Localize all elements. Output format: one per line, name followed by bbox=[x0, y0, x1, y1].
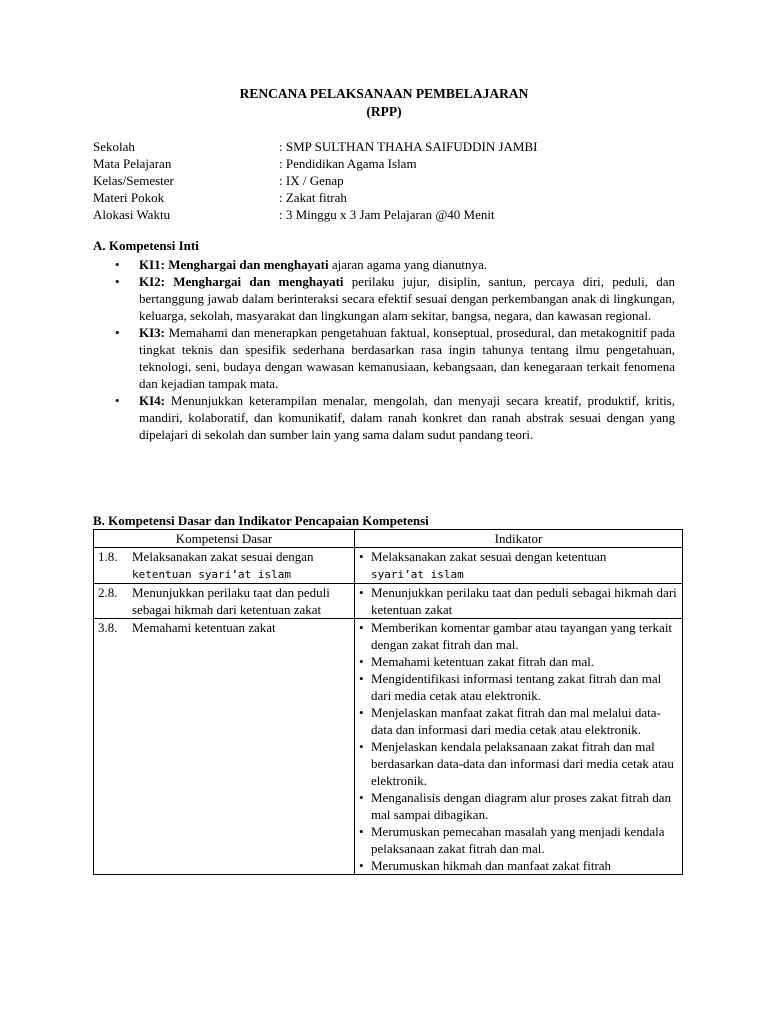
list-item bbox=[115, 392, 675, 443]
kd-entry bbox=[98, 548, 350, 583]
bullet-icon: • bbox=[359, 858, 364, 873]
kd-text: Menunjukkan perilaku taat dan peduli sebagai hikmah dari ketentuan zakat bbox=[132, 585, 330, 617]
indicator-text: Mengidentifikasi informasi tentang zakat fitrah dan mal dari media cetak atau elektronik. bbox=[371, 671, 662, 703]
info-label: Sekolah bbox=[93, 139, 135, 154]
ki-label: KI1: Menghargai dan menghayati bbox=[139, 257, 329, 272]
table-row bbox=[94, 619, 683, 875]
indicator-text-mono: syari’at islam bbox=[371, 568, 464, 581]
info-value: : IX / Genap bbox=[279, 173, 344, 188]
bullet-icon: • bbox=[359, 654, 364, 669]
document-title: RENCANA PELAKSANAAN PEMBELAJARAN bbox=[239, 86, 529, 101]
kd-entry bbox=[98, 619, 350, 636]
info-label: Kelas/Semester bbox=[93, 173, 174, 188]
ki-text: ajaran agama yang dianutnya. bbox=[328, 257, 488, 272]
indicator-text: Memahami ketentuan zakat fitrah dan mal. bbox=[371, 654, 595, 669]
table-cell bbox=[94, 548, 355, 584]
info-value: : 3 Minggu x 3 Jam Pelajaran @40 Menit bbox=[279, 207, 495, 222]
list-item bbox=[115, 324, 675, 392]
section-b-heading: B. Kompetensi Dasar dan Indikator Pencapaian Kompetensi bbox=[93, 513, 429, 528]
indicator-item bbox=[359, 670, 678, 704]
indicator-item bbox=[359, 584, 678, 618]
indicator-item bbox=[359, 619, 678, 653]
bullet-icon: • bbox=[115, 325, 120, 340]
bullet-icon: • bbox=[115, 393, 120, 408]
info-label: Materi Pokok bbox=[93, 190, 165, 205]
ki-label: KI3: bbox=[139, 325, 165, 340]
bullet-icon: • bbox=[359, 739, 364, 754]
core-competency-list bbox=[115, 256, 675, 443]
bullet-icon: • bbox=[359, 824, 364, 839]
ki-label: KI4: bbox=[139, 393, 165, 408]
indicator-item bbox=[359, 738, 678, 789]
indicator-text: Menganalisis dengan diagram alur proses zakat fitrah dan mal sampai dibagikan. bbox=[371, 790, 671, 822]
bullet-icon: • bbox=[359, 705, 364, 720]
info-label: Mata Pelajaran bbox=[93, 156, 172, 171]
list-item bbox=[115, 273, 675, 324]
column-header: Indikator bbox=[355, 530, 683, 548]
indicator-item bbox=[359, 823, 678, 857]
bullet-icon: • bbox=[359, 790, 364, 805]
kd-text-mono: ketentuan syari’at islam bbox=[132, 568, 291, 581]
indicator-item bbox=[359, 653, 678, 670]
bullet-icon: • bbox=[359, 671, 364, 686]
ki-text: perilaku jujur, disiplin, santun, percaya diri, peduli, dan bertanggung jawab dalam berinteraksi secara efektif sesuai dengan perkembangan anak di lingkungan, keluarga, sekolah, masyarakat dan lingkungan alam sekitar, bangsa, negara, dan kawasan regional. bbox=[139, 274, 675, 323]
kd-number: 2.8. bbox=[98, 585, 118, 600]
indicator-text: Merumuskan hikmah dan manfaat zakat fitrah bbox=[371, 858, 612, 873]
table-cell bbox=[94, 584, 355, 619]
table-row bbox=[94, 548, 683, 584]
ki-text: Menunjukkan keterampilan menalar, mengolah, dan menyaji secara kreatif, produktif, kritis, mandiri, kolaboratif, dan komunikatif, dalam ranah konkret dan ranah abstrak sesuai dengan yang dipelajari di sekolah dan sumber lain yang sama dalam sudut pandang teori. bbox=[139, 393, 675, 442]
table-cell bbox=[355, 619, 683, 875]
indicator-item bbox=[359, 704, 678, 738]
document-subtitle: (RPP) bbox=[366, 104, 402, 119]
indicator-text: Memberikan komentar gambar atau tayangan yang terkait dengan zakat fitrah dan mal. bbox=[371, 620, 673, 652]
indicator-item bbox=[359, 857, 678, 874]
info-value: : Pendidikan Agama Islam bbox=[279, 156, 417, 171]
indicator-item bbox=[359, 789, 678, 823]
kd-number: 1.8. bbox=[98, 549, 118, 564]
table-header-row bbox=[94, 530, 683, 548]
ki-label: KI2: Menghargai dan menghayati bbox=[139, 274, 344, 289]
kd-number: 3.8. bbox=[98, 620, 118, 635]
indicator-text: Menjelaskan manfaat zakat fitrah dan mal melalui data-data dan informasi dari media cetak atau elektronik. bbox=[371, 705, 661, 737]
indicator-item bbox=[359, 548, 678, 583]
ki-text: Memahami dan menerapkan pengetahuan faktual, konseptual, prosedural, dan metakognitif pada tingkat teknis dan spesifik sederhana berdasarkan rasa ingin tahunya tentang ilmu pengetahuan, teknologi, seni, budaya dengan wawasan kemanusiaan, kebangsaan, dan kenegaraan terkait fenomena dan kejadian tampak mata. bbox=[139, 325, 675, 391]
table-cell bbox=[355, 548, 683, 584]
column-header: Kompetensi Dasar bbox=[94, 530, 355, 548]
table-row bbox=[94, 584, 683, 619]
bullet-icon: • bbox=[115, 274, 120, 289]
indicator-text: Menjelaskan kendala pelaksanaan zakat fitrah dan mal berdasarkan data-data dan informasi dari media cetak atau elektronik. bbox=[371, 739, 674, 788]
kd-text: Memahami ketentuan zakat bbox=[132, 620, 276, 635]
info-label: Alokasi Waktu bbox=[93, 207, 171, 222]
list-item bbox=[115, 256, 675, 273]
indicator-text: Menunjukkan perilaku taat dan peduli sebagai hikmah dari ketentuan zakat bbox=[371, 585, 677, 617]
indicator-text: Merumuskan pemecahan masalah yang menjadi kendala pelaksanaan zakat fitrah dan mal. bbox=[371, 824, 665, 856]
table-cell bbox=[94, 619, 355, 875]
kd-entry bbox=[98, 584, 350, 618]
info-value: : Zakat fitrah bbox=[279, 190, 347, 205]
info-value: : SMP SULTHAN THAHA SAIFUDDIN JAMBI bbox=[279, 139, 538, 154]
section-a-heading: A. Kompetensi Inti bbox=[93, 238, 199, 253]
indicator-text: Melaksanakan zakat sesuai dengan ketentuan bbox=[371, 549, 607, 564]
bullet-icon: • bbox=[359, 549, 364, 564]
bullet-icon: • bbox=[359, 585, 364, 600]
table-cell bbox=[355, 584, 683, 619]
bullet-icon: • bbox=[115, 257, 120, 272]
kd-text: Melaksanakan zakat sesuai dengan bbox=[132, 549, 314, 564]
bullet-icon: • bbox=[359, 620, 364, 635]
competency-table bbox=[93, 529, 683, 875]
